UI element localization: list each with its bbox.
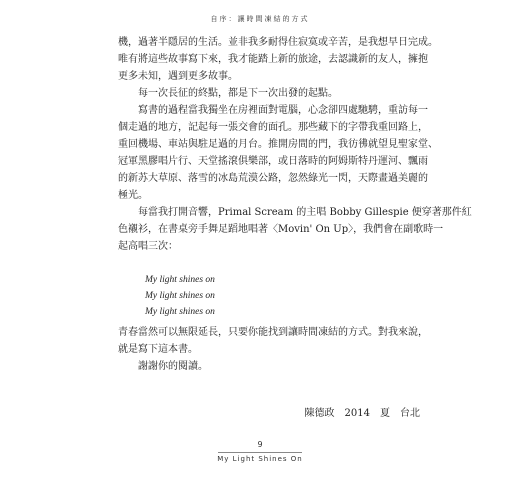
footer-divider [218, 452, 302, 453]
body-line: 冠軍黑膠唱片行、天堂搖滾俱樂部，或日落時的阿姆斯特丹運河、飄雨 [118, 156, 428, 167]
body-text [118, 34, 472, 255]
running-header: 自序：讓時間凍結的方式 [210, 15, 310, 23]
lyric-line: My light shines on [145, 275, 215, 285]
closing-text [118, 324, 428, 375]
body-line: 每當我打開音響，Primal Scream 的主唱 Bobby Gillespie 便穿著那件紅 [138, 207, 472, 218]
body-line: 極光。 [118, 190, 148, 201]
body-line: 每一次長征的終點，都是下一次出發的起點。 [138, 88, 338, 99]
body-line: 機，過著半隱居的生活。並非我多耐得住寂寞或辛苦，是我想早日完成。 [118, 37, 438, 48]
closing-line: 就是寫下這本書。 [118, 344, 198, 355]
page-number: 9 [257, 440, 263, 449]
lyrics-block [145, 272, 215, 320]
closing-line: 謝謝你的閱讀。 [138, 361, 208, 372]
body-line: 色襯衫，在書桌旁手舞足蹈地唱著〈Movin' On Up〉，我們會在副歌時一 [118, 224, 444, 235]
body-line: 更多未知，遇到更多故事。 [118, 71, 238, 82]
body-line: 起高唱三次： [118, 241, 178, 252]
body-line: 寫書的過程當我獨坐在房裡面對電腦，心念卻四處馳騁，重訪每一 [138, 105, 428, 116]
lyric-line: My light shines on [145, 291, 215, 301]
page-footer [0, 440, 520, 463]
lyric-line: My light shines on [145, 307, 215, 317]
body-line: 的新苏大草原、落雪的冰島荒漠公路，忽然綠光一閃，天際畫過美麗的 [118, 173, 428, 184]
running-footer: My Light Shines On [217, 455, 303, 463]
body-line: 重回機場、車站與駐足過的月台。推開房間的門，我彷彿就望見聖家堂、 [118, 139, 438, 150]
body-line: 唯有將這些故事寫下來，我才能踏上新的旅途，去認識新的友人，擁抱 [118, 54, 428, 65]
author-signature: 陳德政 2014 夏 台北 [304, 408, 420, 419]
body-line: 個走過的地方，記起每一張交會的面孔。那些藏下的字帶我重回路上， [118, 122, 428, 133]
closing-line: 青春當然可以無限延長，只要你能找到讓時間凍結的方式。對我來說， [118, 327, 428, 338]
